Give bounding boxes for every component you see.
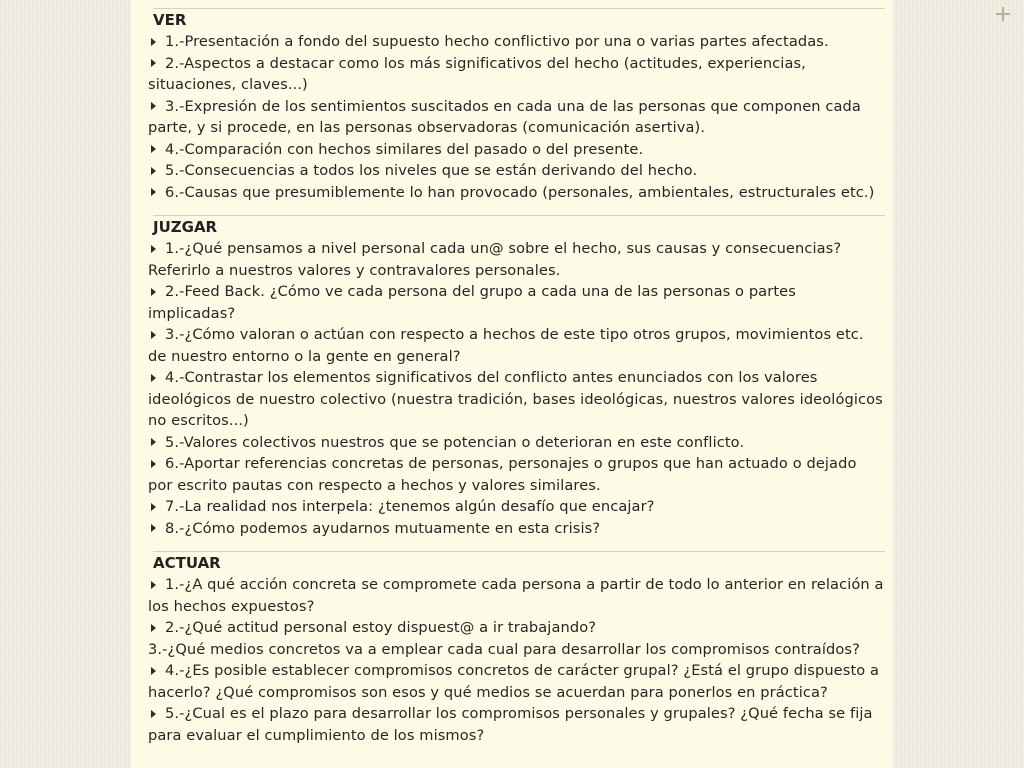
list-item xyxy=(148,139,885,161)
slide-corner-cross-icon xyxy=(996,7,1010,21)
bullet-arrow-icon xyxy=(151,581,156,589)
bullet-arrow-icon xyxy=(151,102,156,110)
section-title: JUZGAR xyxy=(153,215,885,238)
list-item-text: 6.-Aportar referencias concretas de personas, personajes o grupos que han actuado o dejado por escrito pautas con respecto a hechos y valores similares. xyxy=(148,455,857,494)
bullet-arrow-icon xyxy=(151,38,156,46)
list-item-text: 1.-¿Qué pensamos a nivel personal cada un@ sobre el hecho, sus causas y consecuencias? Referirlo a nuestros valores y contravalores personales. xyxy=(148,240,842,279)
bullet-arrow-icon xyxy=(151,624,156,632)
bullet-arrow-icon xyxy=(151,145,156,153)
section-title: VER xyxy=(153,8,885,31)
list-item-text: 5.-¿Cual es el plazo para desarrollar los compromisos personales y grupales? ¿Qué fecha se fija para evaluar el cumplimiento de los mismos? xyxy=(148,705,873,744)
list-item-text: 1.-Presentación a fondo del supuesto hecho conflictivo por una o varias partes afectadas. xyxy=(165,33,829,50)
section-title: ACTUAR xyxy=(153,551,885,574)
list-item xyxy=(148,574,885,617)
list-item xyxy=(148,160,885,182)
bullet-arrow-icon xyxy=(151,374,156,382)
list-item xyxy=(148,238,885,281)
list-item xyxy=(148,182,885,204)
bullet-arrow-icon xyxy=(151,524,156,532)
list-item-text: 7.-La realidad nos interpela: ¿tenemos algún desafío que encajar? xyxy=(165,498,655,515)
list-item-text: 2.-Feed Back. ¿Cómo ve cada persona del grupo a cada una de las personas o partes implicadas? xyxy=(148,283,796,322)
bullet-arrow-icon xyxy=(151,460,156,468)
list-item xyxy=(148,496,885,518)
list-item xyxy=(148,639,885,661)
bullet-arrow-icon xyxy=(151,188,156,196)
list-item-text: 4.-¿Es posible establecer compromisos concretos de carácter grupal? ¿Está el grupo dispuesto a hacerlo? ¿Qué compromisos son esos y qué medios se acuerdan para ponerlos en práctica? xyxy=(148,662,880,701)
bullet-arrow-icon xyxy=(151,167,156,175)
bullet-arrow-icon xyxy=(151,438,156,446)
bullet-arrow-icon xyxy=(151,710,156,718)
list-item xyxy=(148,96,885,139)
section-actuar xyxy=(148,551,885,746)
list-item xyxy=(148,281,885,324)
list-item xyxy=(148,703,885,746)
bullet-arrow-icon xyxy=(151,245,156,253)
list-item xyxy=(148,518,885,540)
section-juzgar xyxy=(148,215,885,539)
bullet-arrow-icon xyxy=(151,667,156,675)
bullet-arrow-icon xyxy=(151,288,156,296)
list-item-text: 3.-Expresión de los sentimientos suscitados en cada una de las personas que componen cada parte, y si procede, en las personas observadoras (comunicación asertiva). xyxy=(148,97,861,136)
list-item-text: 2.-¿Qué actitud personal estoy dispuest@ a ir trabajando? xyxy=(165,619,597,636)
list-item-text: 1.-¿A qué acción concreta se compromete cada persona a partir de todo lo anterior en relación a los hechos expuestos? xyxy=(148,576,884,615)
list-item xyxy=(148,324,885,367)
text-panel xyxy=(131,0,893,768)
list-item-text: 4.-Contrastar los elementos significativos del conflicto antes enunciados con los valores ideológicos de nuestro colectivo (nuestra tradición, bases ideológicas, nuestros valores ideológicos no escritos...) xyxy=(148,369,883,429)
list-item xyxy=(148,453,885,496)
list-item-text: 5.-Consecuencias a todos los niveles que se están derivando del hecho. xyxy=(165,162,698,179)
list-item-text: 3.-¿Cómo valoran o actúan con respecto a hechos de este tipo otros grupos, movimientos etc. de nuestro entorno o la gente en general? xyxy=(148,326,864,365)
list-item-text: 4.-Comparación con hechos similares del pasado o del presente. xyxy=(165,140,644,158)
list-item-text: 6.-Causas que presumiblemente lo han provocado (personales, ambientales, estructurales etc.) xyxy=(165,183,875,201)
list-item xyxy=(148,53,885,96)
bullet-arrow-icon xyxy=(151,503,156,511)
list-item-text: 5.-Valores colectivos nuestros que se potencian o deterioran en este conflicto. xyxy=(165,433,745,451)
list-item-text: 2.-Aspectos a destacar como los más significativos del hecho (actitudes, experiencias, situaciones, claves...) xyxy=(148,54,806,93)
list-item xyxy=(148,31,885,53)
bullet-arrow-icon xyxy=(151,331,156,339)
list-item xyxy=(148,432,885,454)
list-item-text: 8.-¿Cómo podemos ayudarnos mutuamente en esta crisis? xyxy=(165,519,601,537)
list-item-text: 3.-¿Qué medios concretos va a emplear cada cual para desarrollar los compromisos contraídos? xyxy=(148,640,860,658)
list-item xyxy=(148,660,885,703)
list-item xyxy=(148,617,885,639)
bullet-arrow-icon xyxy=(151,59,156,67)
section-ver xyxy=(148,8,885,203)
list-item xyxy=(148,367,885,432)
